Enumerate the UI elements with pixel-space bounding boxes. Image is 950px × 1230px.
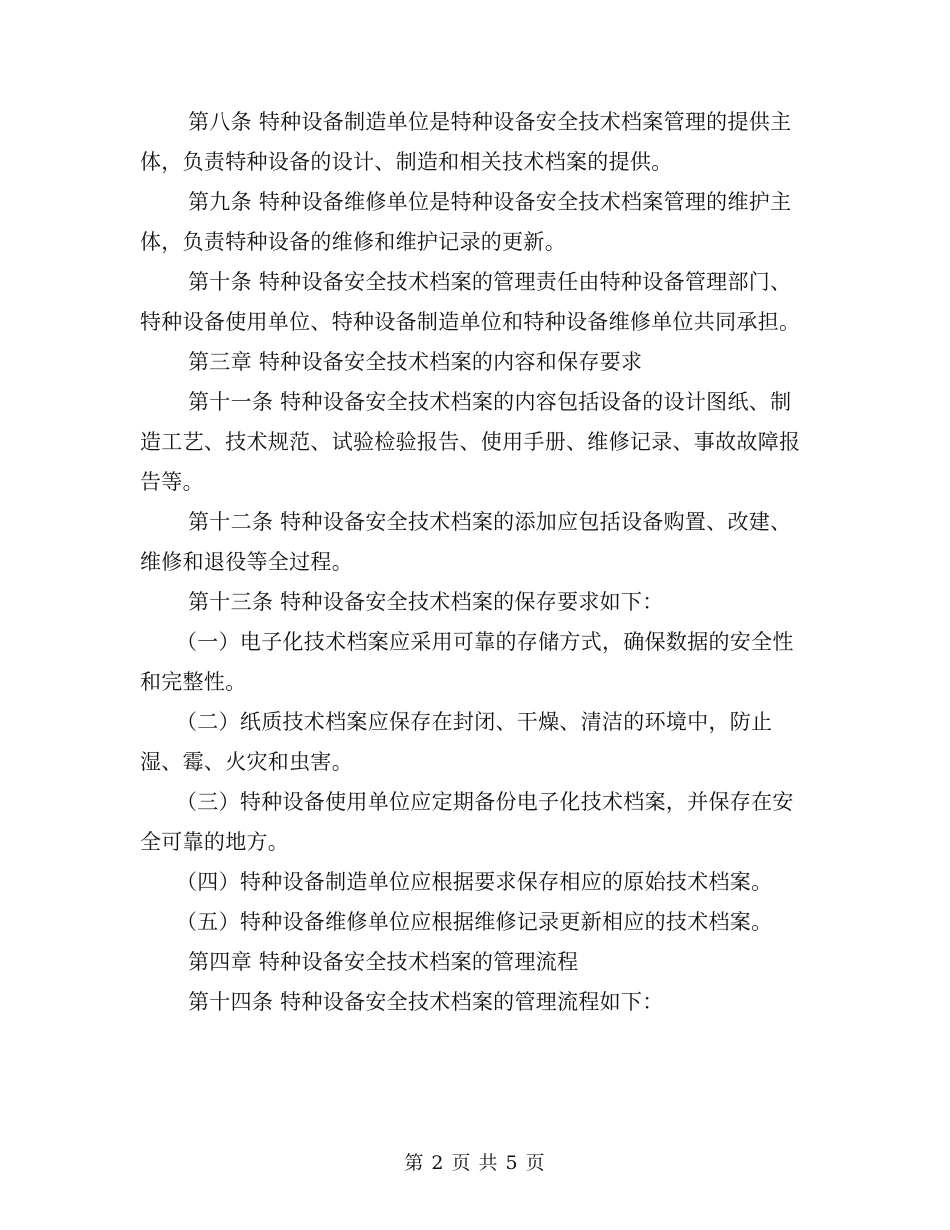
article-9: 第九条 特种设备维修单位是特种设备安全技术档案管理的维护主体，负责特种设备的维修和维护记录的更新。 [140,190,792,254]
article-11: 第十一条 特种设备安全技术档案的内容包括设备的设计图纸、制造工艺、技术规范、试验检验报告、使用手册、维修记录、事故故障报告等。 [140,390,801,494]
article-12: 第十二条 特种设备安全技术档案的添加应包括设备购置、改建、维修和退役等全过程。 [140,510,792,574]
list-item-5: （五）特种设备维修单位应根据维修记录更新相应的技术档案。 [176,910,773,934]
chapter-4-heading: 第四章 特种设备安全技术档案的管理流程 [188,950,579,974]
page-number-label: 第 2 页 共 5 页 [404,1152,546,1174]
article-14: 第十四条 特种设备安全技术档案的管理流程如下： [188,990,664,1014]
article-8: 第八条 特种设备制造单位是特种设备安全技术档案管理的提供主体，负责特种设备的设计、制造和相关技术档案的提供。 [140,110,792,174]
document-body [140,102,810,1022]
article-10: 第十条 特种设备安全技术档案的管理责任由特种设备管理部门、特种设备使用单位、特种设备制造单位和特种设备维修单位共同承担。 [140,270,801,334]
article-13: 第十三条 特种设备安全技术档案的保存要求如下： [188,590,664,614]
page-footer [0,1148,950,1175]
list-item-2: （二）纸质技术档案应保存在封闭、干燥、清洁的环境中，防止湿、霉、火灾和虫害。 [140,710,773,774]
list-item-3: （三）特种设备使用单位应定期备份电子化技术档案，并保存在安全可靠的地方。 [140,790,794,854]
chapter-3-heading: 第三章 特种设备安全技术档案的内容和保存要求 [188,350,643,374]
list-item-1: （一）电子化技术档案应采用可靠的存储方式，确保数据的安全性和完整性。 [140,630,794,694]
list-item-4: （四）特种设备制造单位应根据要求保存相应的原始技术档案。 [176,870,773,894]
